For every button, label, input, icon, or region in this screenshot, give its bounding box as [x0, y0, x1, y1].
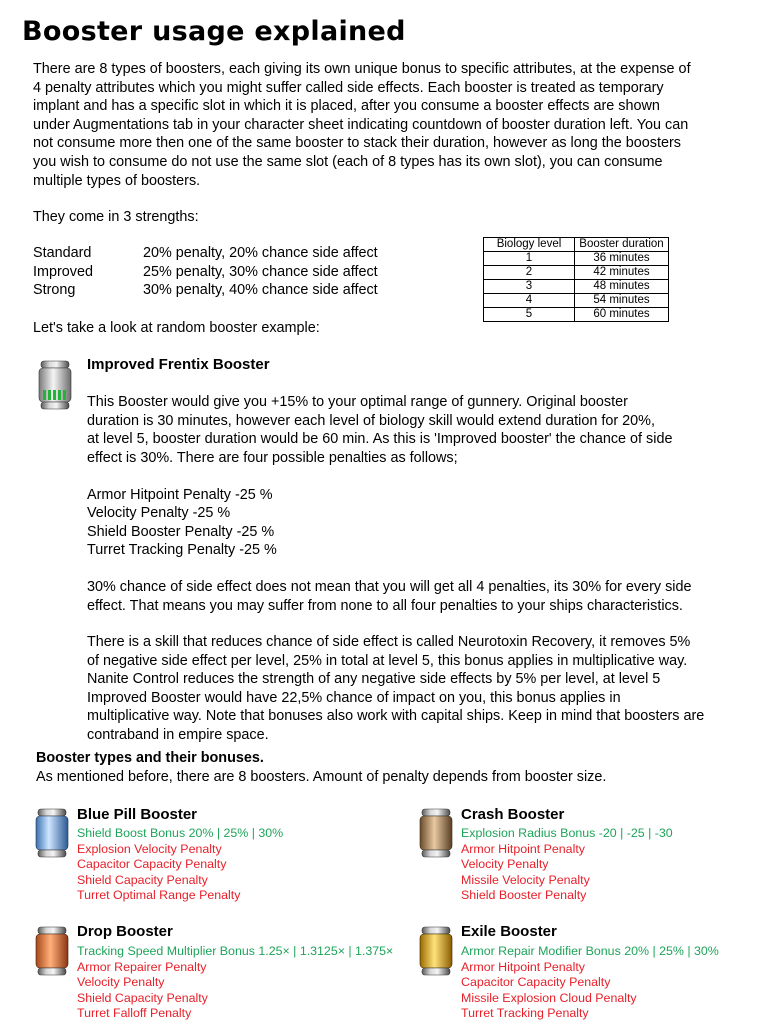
table-cell: 48 minutes [575, 280, 669, 294]
blue-pill-booster-icon [32, 808, 72, 860]
strengths-list [33, 245, 413, 301]
booster-penalty: Armor Repairer Penalty [77, 959, 207, 974]
booster-penalty: Velocity Penalty [77, 975, 165, 990]
skill-note-line: Improved Booster would have 22,5% chance of impact on you, this bonus applies in [87, 689, 621, 706]
booster-attributes [77, 944, 393, 1022]
strength-row [33, 245, 413, 264]
table-cell: 42 minutes [575, 266, 669, 280]
booster-title: Crash Booster [461, 806, 565, 823]
exile-booster-icon [416, 926, 456, 978]
booster-penalty: Shield Booster Penalty [461, 888, 587, 903]
biology-duration-table [483, 237, 669, 322]
booster-penalty: Missile Velocity Penalty [461, 872, 590, 887]
frentix-booster-icon [35, 360, 75, 412]
strength-name: Standard [33, 245, 92, 261]
skill-note-line: Nanite Control reduces the strength of any negative side effects by 5% per level, at level 5 [87, 671, 661, 688]
page-title: Booster usage explained [22, 16, 406, 47]
table-row [484, 294, 669, 308]
strength-name: Strong [33, 282, 76, 299]
example-penalty: Turret Tracking Penalty -25 % [87, 542, 277, 559]
booster-penalty: Turret Falloff Penalty [77, 1006, 192, 1021]
crash-booster-icon [416, 808, 456, 860]
booster-attributes [77, 826, 283, 904]
table-cell: 36 minutes [575, 252, 669, 266]
intro-line: you wish to consume do not use the same slot (each of 8 types has its own slot), you can consume [33, 153, 663, 170]
booster-bonus: Explosion Radius Bonus -20 | -25 | -30 [461, 826, 673, 840]
table-header: Booster duration [575, 238, 669, 252]
strengths-intro: They come in 3 strengths: [33, 209, 199, 225]
table-row [484, 252, 669, 266]
booster-penalty: Capacitor Capacity Penalty [77, 857, 227, 872]
note-line: 30% chance of side effect does not mean that you will get all 4 penalties, its 30% for every side [87, 579, 692, 595]
intro-line: implant and has a specific slot in which it is placed, after you consume a booster effects are shown [33, 98, 660, 115]
booster-penalty: Shield Capacity Penalty [77, 872, 208, 887]
booster-penalty: Armor Hitpoint Penalty [461, 841, 585, 856]
skill-note-line: of negative side effect per level, 25% in total at level 5, this bonus applies in multiplicative way. [87, 652, 688, 669]
skill-note-line: There is a skill that reduces chance of side effect is called Neurotoxin Recovery, it removes 5% [87, 634, 691, 650]
booster-penalty: Velocity Penalty [461, 857, 549, 872]
table-cell: 60 minutes [575, 308, 669, 322]
booster-attributes [461, 944, 719, 1022]
strength-desc: 30% penalty, 40% chance side affect [143, 282, 378, 299]
booster-bonus: Tracking Speed Multiplier Bonus 1.25× | 1.3125× | 1.375× [77, 944, 394, 958]
example-penalty-list [87, 486, 277, 560]
table-cell: 4 [484, 294, 575, 308]
booster-penalty: Armor Hitpoint Penalty [461, 959, 585, 974]
note-line: effect. That means you may suffer from none to all four penalties to your ships characteristics. [87, 597, 683, 614]
booster-attributes [461, 826, 673, 904]
example-penalty: Shield Booster Penalty -25 % [87, 523, 275, 540]
booster-penalty: Explosion Velocity Penalty [77, 841, 222, 856]
side-effect-note [87, 578, 692, 615]
table-cell: 2 [484, 266, 575, 280]
skill-note-line: multiplicative way. Note that bonuses also work with capital ships. Keep in mind that boosters are [87, 708, 705, 725]
table-cell: 54 minutes [575, 294, 669, 308]
example-desc-line: duration is 30 minutes, however each level of biology skill would extend duration for 20%, [87, 412, 655, 429]
booster-penalty: Capacitor Capacity Penalty [461, 975, 611, 990]
example-description [87, 393, 757, 467]
booster-title: Blue Pill Booster [77, 806, 198, 823]
strength-row [33, 282, 413, 301]
intro-line: multiple types of boosters. [33, 172, 201, 189]
table-cell: 3 [484, 280, 575, 294]
table-row [484, 266, 669, 280]
example-desc-line: effect is 30%. There are four possible penalties as follows; [87, 449, 458, 466]
example-booster-title: Improved Frentix Booster [87, 356, 270, 373]
example-desc-line: at level 5, booster duration would be 60 min. As this is 'Improved booster' the chance of side [87, 431, 673, 448]
booster-title: Drop Booster [77, 923, 173, 940]
booster-bonus: Armor Repair Modifier Bonus 20% | 25% | 30% [461, 944, 719, 958]
table-cell: 1 [484, 252, 575, 266]
table-header: Biology level [484, 238, 575, 252]
table-row [484, 280, 669, 294]
booster-penalty: Missile Explosion Cloud Penalty [461, 990, 637, 1005]
intro-line: There are 8 types of boosters, each giving its own unique bonus to specific attributes, at the expense of [33, 61, 691, 77]
booster-bonus: Shield Boost Bonus 20% | 25% | 30% [77, 826, 284, 840]
booster-penalty: Shield Capacity Penalty [77, 990, 208, 1005]
strength-desc: 25% penalty, 30% chance side affect [143, 263, 378, 280]
example-penalty: Velocity Penalty -25 % [87, 505, 231, 522]
intro-paragraph [33, 60, 753, 190]
example-penalty: Armor Hitpoint Penalty -25 % [87, 487, 273, 503]
intro-line: under Augmentations tab in your character sheet indicating countdown of booster duration left. You can [33, 116, 689, 133]
example-intro: Let's take a look at random booster example: [33, 320, 320, 336]
skill-note [87, 633, 704, 745]
strength-desc: 20% penalty, 20% chance side affect [143, 245, 378, 261]
intro-line: 4 penalty attributes which you might suffer called side effects. Each booster is treated as temporary [33, 79, 664, 96]
table-header-row [484, 238, 669, 252]
booster-penalty: Turret Tracking Penalty [461, 1006, 589, 1021]
table-cell: 5 [484, 308, 575, 322]
skill-note-line: contraband in empire space. [87, 726, 269, 743]
table-row [484, 308, 669, 322]
drop-booster-icon [32, 926, 72, 978]
booster-types-intro: As mentioned before, there are 8 boosters. Amount of penalty depends from booster size. [36, 769, 607, 785]
intro-line: not consume more then one of the same booster to stack their duration, however as long the boosters [33, 135, 681, 152]
strength-row [33, 264, 413, 283]
example-desc-line: This Booster would give you +15% to your optimal range of gunnery. Original booster [87, 394, 628, 410]
booster-title: Exile Booster [461, 923, 557, 940]
booster-types-heading: Booster types and their bonuses. [36, 750, 264, 766]
strength-name: Improved [33, 263, 93, 280]
booster-penalty: Turret Optimal Range Penalty [77, 888, 241, 903]
